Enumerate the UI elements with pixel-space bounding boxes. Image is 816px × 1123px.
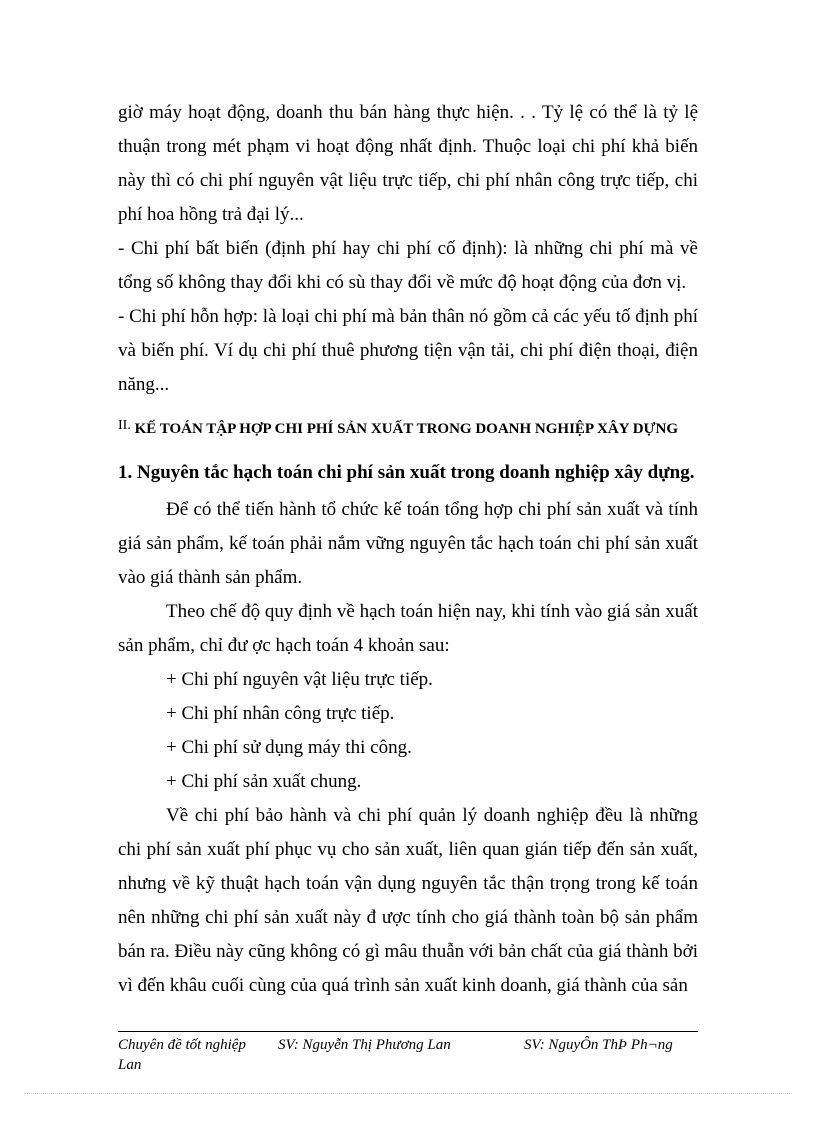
paragraph-variable-cost-continued: giờ máy hoạt động, doanh thu bán hàng thực hiện. . . Tỷ lệ có thể là tỷ lệ thuận trong mét phạm vi hoạt động nhất định. Thuộc loại chi phí khả biến này thì có chi phí nguyên vật liệu trực tiếp, chi phí nhân công trực tiếp, chi phí hoa hồng trả đại lý...	[118, 102, 698, 225]
footer-student-name-encoded: SV: NguyÔn ThÞ Ph¬ng	[524, 1037, 673, 1053]
lower-text-block	[118, 493, 698, 1003]
top-text-block	[118, 96, 698, 402]
paragraph-mixed-cost: - Chi phí hỗn hợp: là loại chi phí mà bản thân nó gồm cả các yếu tố định phí và biến phí. Ví dụ chi phí thuê phương tiện vận tải, chi phí điện thoại, điện năng...	[118, 306, 698, 395]
footer-student-name: SV: Nguyễn Thị Phương Lan	[278, 1037, 451, 1053]
list-item: + Chi phí nhân công trực tiếp.	[166, 703, 395, 724]
subsection-heading: 1. Nguyên tắc hạch toán chi phí sản xuất trong doanh nghiệp xây dựng.	[118, 462, 695, 483]
section-number: II.	[118, 418, 131, 433]
page-footer	[118, 1035, 708, 1075]
paragraph-fixed-cost: - Chi phí bất biến (định phí hay chi phí cố định): là những chi phí mà về tổng số không thay đổi khi có sù thay đổi về mức độ hoạt động của đơn vị.	[118, 238, 698, 293]
section-title: KẾ TOÁN TẬP HỢP CHI PHÍ SẢN XUẤT TRONG DOANH NGHIỆP XÂY DỰNG	[134, 421, 678, 437]
footer-divider	[118, 1031, 698, 1032]
section-heading	[118, 416, 698, 439]
paragraph-warranty-costs: Về chi phí bảo hành và chi phí quản lý doanh nghiệp đều là những chi phí sản xuất phí phục vụ cho sản xuất, liên quan gián tiếp đến sản xuất, nhưng về kỹ thuật hạch toán vận dụng nguyên tắc thận trọng trong kế toán nên những chi phí sản xuất này đ ược tính cho giá thành toàn bộ sản phẩm bán ra. Điều này cũng không có gì mâu thuẫn với bản chất của giá thành bởi vì đến khâu cuối cùng của quá trình sản xuất kinh doanh, giá thành của sản	[118, 805, 698, 996]
footer-thesis-label: Chuyên đề tốt nghiệp	[118, 1037, 246, 1053]
page-bottom-border	[24, 1093, 792, 1094]
list-item: + Chi phí nguyên vật liệu trực tiếp.	[166, 669, 433, 690]
paragraph-regulation: Theo chế độ quy định về hạch toán hiện nay, khi tính vào giá sản xuất sản phẩm, chỉ đư ợc hạch toán 4 khoản sau:	[118, 601, 698, 656]
paragraph-principle-intro: Để có thể tiến hành tổ chức kế toán tổng hợp chi phí sản xuất và tính giá sản phẩm, kế toán phải nắm vững nguyên tắc hạch toán chi phí sản xuất vào giá thành sản phẩm.	[118, 499, 698, 588]
footer-name-wrap: Lan	[118, 1057, 142, 1073]
list-item: + Chi phí sản xuất chung.	[166, 771, 362, 792]
list-item: + Chi phí sử dụng máy thi công.	[166, 737, 412, 758]
